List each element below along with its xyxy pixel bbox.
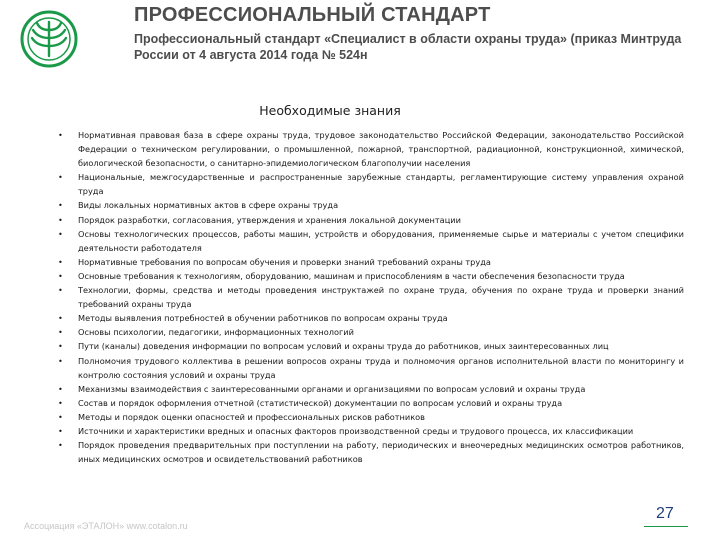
knowledge-list	[58, 128, 684, 466]
bullet-icon: •	[58, 172, 63, 183]
list-item	[58, 339, 684, 353]
list-item	[58, 227, 684, 255]
list-item-text: Методы выявления потребностей в обучении работников по вопросам охраны труда	[78, 313, 448, 324]
list-item	[58, 382, 684, 396]
list-item	[58, 170, 684, 198]
list-item	[58, 354, 684, 382]
list-item-text: Порядок разработки, согласования, утверждения и хранения локальной документации	[78, 214, 461, 225]
section-title: Необходимые знания	[259, 103, 401, 118]
list-item-text: Виды локальных нормативных актов в сфере охраны труда	[78, 200, 339, 211]
bullet-icon: •	[58, 313, 63, 324]
bullet-icon: •	[58, 411, 63, 422]
list-item-text: Состав и порядок оформления отчетной (статистической) документации по вопросам условий и охраны труда	[78, 397, 563, 408]
list-item	[58, 396, 684, 410]
bullet-icon: •	[58, 397, 63, 408]
list-item	[58, 438, 684, 466]
list-item-text: Пути (каналы) доведения информации по вопросам условий и охраны труда до работников, иных заинтересованных лиц	[78, 341, 609, 352]
list-item-text: Национальные, межгосударственные и распространенные зарубежные стандарты, регламентирующие систему управления охраной труда	[78, 172, 684, 197]
list-item	[58, 410, 684, 424]
bullet-icon: •	[58, 327, 63, 338]
list-item	[58, 213, 684, 227]
list-item-text: Технологии, формы, средства и методы проведения инструктажей по охране труда, обучения по охране труда и проверки знаний требований охраны труда	[78, 285, 684, 310]
bullet-icon: •	[58, 130, 63, 140]
header-subtitle: Профессиональный стандарт «Специалист в области охраны труда» (приказ Минтруда России от 4 августа 2014 года № 524н	[134, 32, 682, 62]
list-item-text: Основы психологии, педагогики, информационных технологий	[78, 327, 354, 338]
bullet-icon: •	[58, 200, 63, 211]
list-item-text: Нормативные требования по вопросам обучения и проверки знаний требований охраны труда	[78, 256, 491, 267]
bullet-icon: •	[58, 341, 63, 352]
list-item	[58, 311, 684, 325]
list-item	[58, 269, 684, 283]
header-title: ПРОФЕССИОНАЛЬНЫЙ СТАНДАРТ	[134, 4, 491, 26]
page-number: 27	[656, 505, 674, 522]
bullet-icon: •	[58, 355, 63, 366]
list-item-text: Основы технологических процессов, работы машин, устройств и оборудования, применяемые сырье и материалы с учетом специфики деятельности работодателя	[78, 228, 684, 253]
list-item-text: Нормативная правовая база в сфере охраны труда, трудовое законодательство Российской Федерации, законодательство Российской Федерации о техническом регулировании, о промышленной, пожарной, транспортной, радиационной, конструкционной, химической, биологической безопасности, о санитарно-эпидемиологическом благополучии населения	[78, 130, 684, 169]
bullet-icon: •	[58, 440, 63, 451]
footer-watermark: Ассоциация «ЭТАЛОН» www.cotalon.ru	[24, 521, 188, 531]
list-item-text: Методы и порядок оценки опасностей и профессиональных рисков работников	[78, 411, 425, 422]
list-item	[58, 325, 684, 339]
bullet-icon: •	[58, 214, 63, 225]
list-item-text: Порядок проведения предварительных при поступлении на работу, периодических и внеочередных медицинских осмотров работников, иных медицинских осмотров и освидетельствований работников	[78, 440, 684, 465]
footer-divider	[644, 526, 688, 527]
list-item	[58, 198, 684, 212]
list-item-text: Полномочия трудового коллектива в решении вопросов охраны труда и полномочия органов исполнительной власти по мониторингу и контролю состояния условий и охраны труда	[78, 355, 684, 380]
list-item	[58, 283, 684, 311]
list-item-text: Основные требования к технологиям, оборудованию, машинам и приспособлениям в части обеспечения безопасности труда	[78, 270, 625, 281]
bullet-icon: •	[58, 228, 63, 239]
bullet-icon: •	[58, 425, 63, 436]
list-item-text: Механизмы взаимодействия с заинтересованными органами и организациями по вопросам условий и охраны труда	[78, 383, 586, 394]
list-item	[58, 255, 684, 269]
list-item	[58, 128, 684, 170]
professional-standard-logo-icon	[20, 10, 78, 68]
bullet-icon: •	[58, 256, 63, 267]
list-item	[58, 424, 684, 438]
bullet-icon: •	[58, 383, 63, 394]
bullet-icon: •	[58, 285, 63, 296]
bullet-icon: •	[58, 270, 63, 281]
list-item-text: Источники и характеристики вредных и опасных факторов производственной среды и трудового процесса, их классификации	[78, 425, 634, 436]
